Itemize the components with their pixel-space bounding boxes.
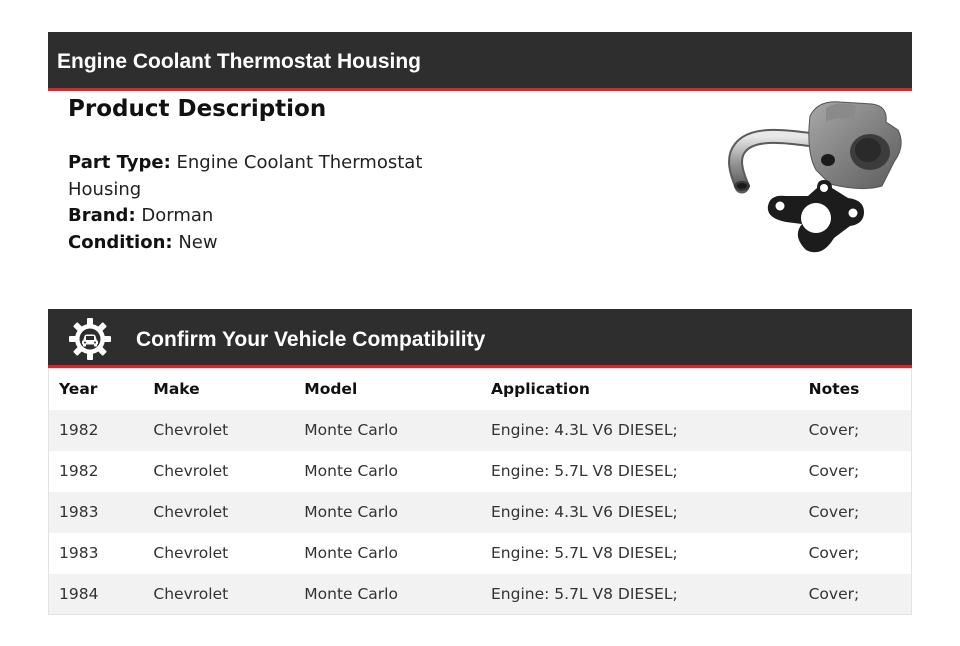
condition-row (68, 230, 438, 257)
cell-application: Engine: 4.3L V6 DIESEL; (481, 492, 799, 533)
table-row (49, 410, 912, 451)
table-row (49, 533, 912, 574)
cell-model: Monte Carlo (294, 492, 481, 533)
compatibility-title: Confirm Your Vehicle Compatibility (136, 328, 486, 351)
column-header-make: Make (143, 369, 294, 410)
table-row (49, 451, 912, 492)
cell-model: Monte Carlo (294, 533, 481, 574)
brand-value: Dorman (141, 205, 214, 226)
cell-year: 1984 (49, 574, 144, 615)
part-type-label: Part Type: (68, 152, 171, 173)
cell-notes: Cover; (799, 533, 912, 574)
condition-label: Condition: (68, 231, 173, 253)
cell-model: Monte Carlo (294, 410, 481, 451)
column-header-application: Application (481, 369, 799, 410)
gear-car-icon (68, 317, 112, 361)
part-type-value: Engine Coolant Thermostat Housing (68, 152, 423, 200)
cell-year: 1982 (49, 451, 144, 492)
cell-year: 1983 (49, 492, 144, 533)
cell-year: 1982 (49, 410, 144, 451)
cell-application: Engine: 4.3L V6 DIESEL; (481, 410, 799, 451)
cell-make: Chevrolet (143, 451, 294, 492)
product-description-heading: Product Description (68, 96, 327, 122)
product-details (68, 150, 438, 256)
product-title: Engine Coolant Thermostat Housing (57, 50, 422, 73)
table-row (49, 492, 912, 533)
cell-application: Engine: 5.7L V8 DIESEL; (481, 533, 799, 574)
column-header-notes: Notes (799, 369, 912, 410)
cell-make: Chevrolet (143, 492, 294, 533)
table-header-row (49, 369, 912, 410)
cell-model: Monte Carlo (294, 451, 481, 492)
cell-notes: Cover; (799, 492, 912, 533)
table-row (49, 574, 912, 615)
cell-application: Engine: 5.7L V8 DIESEL; (481, 574, 799, 615)
cell-notes: Cover; (799, 451, 912, 492)
compatibility-table (48, 368, 912, 615)
cell-notes: Cover; (799, 574, 912, 615)
part-type-row (68, 150, 438, 203)
brand-row (68, 203, 438, 230)
product-image (722, 96, 912, 276)
cell-make: Chevrolet (143, 574, 294, 615)
product-title-banner (48, 32, 912, 91)
cell-model: Monte Carlo (294, 574, 481, 615)
cell-make: Chevrolet (143, 533, 294, 574)
cell-notes: Cover; (799, 410, 912, 451)
column-header-year: Year (49, 369, 144, 410)
brand-label: Brand: (68, 205, 136, 226)
cell-year: 1983 (49, 533, 144, 574)
compatibility-banner (48, 309, 912, 368)
condition-value: New (178, 231, 218, 253)
column-header-model: Model (294, 369, 481, 410)
cell-application: Engine: 5.7L V8 DIESEL; (481, 451, 799, 492)
cell-make: Chevrolet (143, 410, 294, 451)
